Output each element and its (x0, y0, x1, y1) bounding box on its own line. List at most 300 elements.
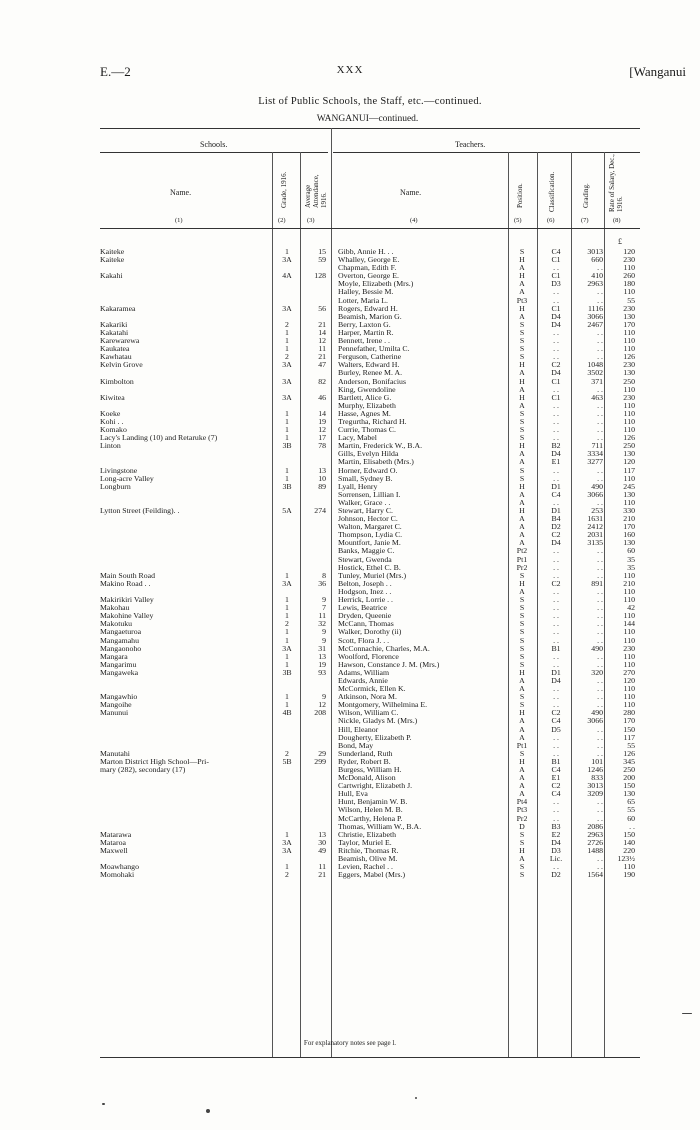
average-attendance: 14 (318, 408, 326, 418)
teacher-grading: 3135 (587, 538, 603, 548)
teacher-grading: . . (597, 408, 603, 418)
average-attendance: 89 (318, 481, 326, 491)
teacher-name: Horner, Edward O. (338, 465, 398, 475)
school-name: Kakatahi (100, 327, 129, 337)
school-grade: 3A (282, 837, 292, 847)
teacher-classification: . . (553, 684, 559, 694)
teacher-salary: 117 (623, 465, 635, 475)
teacher-classification: . . (553, 732, 559, 742)
teacher-name: Dougherty, Elizabeth P. (338, 732, 412, 742)
school-name: Lytton Street (Feilding). . (100, 506, 180, 515)
group-teachers: Teachers. (455, 140, 486, 149)
teacher-name: Walters, Edward H. (338, 360, 400, 370)
school-name: Kelvin Grove (100, 360, 143, 370)
teacher-classification: D4 (551, 675, 561, 685)
teacher-grading: . . (597, 862, 603, 872)
teacher-classification: D3 (551, 845, 561, 855)
school-name: Makirikiri Valley (100, 595, 154, 605)
school-name: Moawhango (100, 862, 139, 872)
school-grade: 2 (285, 748, 289, 758)
teacher-salary: 110 (623, 344, 635, 354)
teacher-salary: 140 (623, 837, 635, 847)
teacher-grading: . . (597, 327, 603, 337)
teacher-grading: . . (597, 813, 603, 823)
school-name: Mangaweka (100, 667, 139, 677)
average-attendance: 12 (318, 425, 326, 435)
position-header: Position. (516, 183, 524, 208)
teacher-position: S (519, 352, 525, 362)
school-grade: 2 (285, 352, 289, 362)
teacher-classification: D4 (551, 538, 561, 548)
teacher-position: A (519, 449, 525, 459)
teacher-name: Atkinson, Nora M. (338, 692, 397, 702)
teacher-salary: 110 (623, 570, 635, 580)
teacher-classification: B1 (551, 643, 561, 653)
teacher-position: D (519, 821, 525, 831)
teacher-salary: 170 (623, 716, 635, 726)
teacher-name: Mountfort, Janie M. (338, 538, 401, 548)
school-grade: 3A (282, 845, 292, 855)
average-attendance: 59 (318, 255, 326, 265)
col-number-8: (8) (613, 217, 621, 224)
teacher-position: H (519, 441, 525, 451)
teacher-name: Hunt, Benjamin W. B. (338, 797, 408, 807)
teacher-grading: 3502 (587, 368, 603, 378)
teacher-grading: 1048 (587, 360, 603, 370)
teacher-position: S (519, 327, 525, 337)
school-grade: 1 (285, 473, 289, 483)
teacher-position: H (519, 667, 525, 677)
teacher-salary: 144 (623, 619, 635, 629)
teacher-salary: 110 (623, 384, 635, 394)
teacher-salary: 55 (627, 740, 635, 750)
teacher-classification: C4 (551, 489, 561, 499)
teacher-position: A (519, 716, 525, 726)
col-number-4: (4) (410, 217, 418, 224)
school-grade: 4A (282, 271, 292, 281)
teacher-name: Harper, Martin R. (338, 327, 394, 337)
school-grade: 1 (285, 416, 289, 426)
school-name: Makohine Valley (100, 611, 154, 621)
teacher-position: Pr2 (516, 562, 528, 572)
teacher-position: S (519, 416, 525, 426)
school-name: Kaukatea (100, 344, 130, 354)
teacher-salary: 250 (623, 765, 635, 774)
teacher-salary: 110 (623, 684, 635, 694)
average-attendance: 82 (318, 376, 326, 386)
school-grade: 3A (282, 643, 292, 653)
average-attendance: 36 (318, 578, 326, 588)
teacher-grading: . . (597, 586, 603, 596)
school-grade: 1 (285, 603, 289, 613)
teacher-name: Gibb, Annie H. . . (338, 247, 394, 256)
average-attendance: 128 (314, 271, 326, 281)
school-name: Kawhatau (100, 352, 132, 362)
average-attendance: 21 (318, 352, 326, 362)
teacher-position: A (519, 497, 525, 507)
teacher-grading: 1116 (587, 303, 603, 313)
teacher-position: S (519, 425, 525, 435)
teacher-position: A (519, 400, 525, 410)
teacher-name: Belton, Joseph . . (338, 578, 392, 588)
teacher-position: Pt4 (516, 797, 528, 807)
school-name: Livingstone (100, 465, 138, 475)
teacher-position: A (519, 279, 525, 289)
teacher-name: Lewis, Beatrice (338, 603, 387, 613)
teacher-classification: . . (553, 416, 559, 426)
teacher-classification: D2 (551, 870, 561, 880)
teacher-salary: 130 (623, 368, 635, 378)
teacher-grading: . . (597, 384, 603, 394)
teacher-classification: . . (553, 408, 559, 418)
teacher-position: H (519, 578, 525, 588)
header-bottom-rule (100, 228, 640, 229)
teacher-name: Moyle, Elizabeth (Mrs.) (338, 279, 414, 289)
teacher-salary: 110 (623, 635, 635, 645)
teacher-salary: 245 (623, 481, 635, 491)
teacher-position: S (519, 870, 525, 880)
teacher-name: Chapman, Edith F. (338, 263, 397, 273)
teacher-salary: 60 (627, 813, 635, 823)
average-attendance: 78 (318, 441, 326, 451)
teacher-salary: 110 (623, 408, 635, 418)
teacher-salary: 230 (623, 255, 635, 265)
teacher-grading: . . (597, 748, 603, 758)
school-grade: 1 (285, 829, 289, 839)
teacher-salary: 110 (623, 327, 635, 337)
school-name: Kaiteke (100, 255, 125, 265)
teacher-name: Dryden, Queenie (338, 611, 392, 621)
school-grade: 3A (282, 376, 292, 386)
teacher-classification: C1 (551, 271, 561, 281)
teacher-classification: . . (553, 465, 559, 475)
teacher-name: Ryder, Robert B. (338, 756, 391, 766)
col-number-3: (3) (307, 217, 315, 224)
average-attendance: 46 (318, 392, 326, 402)
teacher-grading: . . (597, 684, 603, 694)
teacher-grading: . . (597, 263, 603, 273)
average-attendance: 13 (318, 465, 326, 475)
teacher-name: Tunley, Muriel (Mrs.) (338, 570, 407, 580)
teacher-salary: 126 (623, 433, 635, 443)
teacher-name: Overton, George E. (338, 271, 399, 281)
average-attendance: 12 (318, 336, 326, 346)
average-attendance: 17 (318, 433, 326, 443)
teacher-salary: 110 (623, 497, 635, 507)
teacher-salary: 60 (627, 546, 635, 556)
print-speck (206, 1109, 210, 1113)
teacher-name-header: Name. (400, 188, 422, 197)
teacher-grading: . . (597, 603, 603, 613)
salary-header: Rate of Salary, Dec., 1916. (608, 154, 624, 212)
teacher-classification: C1 (551, 392, 561, 402)
teacher-salary: 160 (623, 530, 635, 540)
teacher-classification: C4 (551, 789, 561, 799)
teacher-classification: C2 (551, 708, 561, 718)
teacher-salary: 110 (623, 862, 635, 872)
table-top-rule (100, 128, 640, 129)
average-attendance: 208 (314, 708, 326, 718)
school-grade: 5B (282, 756, 292, 766)
teacher-grading: . . (597, 400, 603, 410)
average-attendance: 32 (318, 619, 326, 629)
average-attendance: 11 (318, 862, 326, 872)
teacher-salary: 270 (623, 667, 635, 677)
teacher-salary: 190 (623, 870, 635, 880)
teacher-position: A (519, 522, 525, 532)
teacher-classification: . . (553, 554, 559, 564)
teacher-position: Pt1 (516, 740, 528, 750)
running-header (0, 64, 700, 80)
teacher-name: McCarthy, Helena P. (338, 813, 403, 823)
teacher-position: S (519, 336, 525, 346)
school-name: Maxwell (100, 845, 128, 855)
teacher-classification: . . (553, 635, 559, 645)
teacher-position: S (519, 603, 525, 613)
average-attendance: 11 (318, 344, 326, 354)
teacher-grading: . . (597, 797, 603, 807)
teacher-grading: 833 (591, 773, 603, 783)
teacher-classification: C4 (551, 247, 561, 256)
school-name: Lacy's Landing (10) and Retaruke (7) (100, 433, 218, 443)
school-grade: 1 (285, 611, 289, 621)
teacher-grading: 490 (591, 643, 603, 653)
teacher-name: Stewart, Gwenda (338, 554, 392, 564)
teacher-grading: . . (597, 465, 603, 475)
teacher-name: Bennett, Irene . . (338, 336, 390, 346)
group-schools: Schools. (200, 140, 228, 149)
teacher-position: H (519, 360, 525, 370)
teacher-name: Whalley, George E. (338, 255, 400, 265)
teacher-classification: . . (553, 336, 559, 346)
average-attendance: 56 (318, 303, 326, 313)
teacher-grading: 1488 (587, 845, 603, 855)
teacher-position: H (519, 506, 525, 515)
teacher-name: Hostick, Ethel C. B. (338, 562, 401, 572)
teacher-classification: . . (553, 619, 559, 629)
teacher-grading: . . (597, 675, 603, 685)
teacher-name: Rogers, Edward H. (338, 303, 398, 313)
teacher-grading: . . (597, 854, 603, 864)
teacher-position: A (519, 773, 525, 783)
school-name: Momohaki (100, 870, 135, 880)
teacher-classification: D4 (551, 319, 561, 329)
col-number-6: (6) (547, 217, 555, 224)
teacher-salary: 130 (623, 449, 635, 459)
teacher-name: Hill, Eleanor (338, 724, 379, 734)
teacher-position: A (519, 311, 525, 321)
school-grade: 1 (285, 336, 289, 346)
teacher-salary: 110 (623, 659, 635, 669)
average-attendance: 47 (318, 360, 326, 370)
teacher-classification: . . (553, 400, 559, 410)
teacher-classification: Lic. (549, 854, 563, 864)
teacher-salary: 117 (623, 732, 635, 742)
school-name: Kakaramea (100, 303, 136, 313)
teacher-salary: 110 (623, 416, 635, 426)
school-grade: 2 (285, 619, 289, 629)
school-grade: 3A (282, 360, 292, 370)
teacher-classification: E2 (551, 829, 561, 839)
teacher-classification: C1 (551, 303, 561, 313)
teacher-salary: 110 (623, 425, 635, 435)
teacher-position: H (519, 376, 525, 386)
teacher-position: H (519, 303, 525, 313)
teacher-name: Edwards, Annie (338, 675, 388, 685)
teacher-grading: 101 (591, 756, 603, 766)
teacher-position: S (519, 643, 525, 653)
teacher-name: Small, Sydney B. (338, 473, 393, 483)
teacher-grading: . . (597, 595, 603, 605)
teacher-position: A (519, 854, 525, 864)
teacher-grading: 3334 (587, 449, 603, 459)
teacher-name: Berry, Laxton G. (338, 319, 391, 329)
teacher-grading: 410 (591, 271, 603, 281)
teacher-name: Gills, Evelyn Hilda (338, 449, 399, 459)
teacher-classification: D4 (551, 449, 561, 459)
teacher-grading: . . (597, 805, 603, 815)
teacher-name: Hasse, Agnes M. (338, 408, 391, 418)
col-number-5: (5) (514, 217, 522, 224)
school-name: Mangawhio (100, 692, 138, 702)
school-name: Mataroa (100, 837, 126, 847)
average-attendance: 13 (318, 829, 326, 839)
teacher-classification: C4 (551, 716, 561, 726)
school-name: Mangoihe (100, 700, 132, 710)
teacher-classification: C2 (551, 578, 561, 588)
teacher-position: H (519, 392, 525, 402)
teacher-grading: 2031 (587, 530, 603, 540)
average-attendance: 19 (318, 416, 326, 426)
teacher-name: Beamish, Olive M. (338, 854, 398, 864)
teacher-salary: 260 (623, 271, 635, 281)
teacher-name: Thompson, Lydia C. (338, 530, 403, 540)
teacher-name: Johnson, Hector C. (338, 514, 398, 524)
teacher-name: King, Gwendoline (338, 384, 396, 394)
teacher-position: A (519, 724, 525, 734)
teacher-salary: 55 (627, 295, 635, 305)
teacher-grading: . . (597, 619, 603, 629)
teacher-name: Wilson, Helen M. B. (338, 805, 403, 815)
teacher-salary: 130 (623, 789, 635, 799)
teacher-salary: 110 (623, 651, 635, 661)
school-name: Kakahi (100, 271, 123, 281)
teacher-name: Walker, Grace . . (338, 497, 391, 507)
teacher-name: Burley, Renee M. A. (338, 368, 403, 378)
teacher-classification: B1 (551, 756, 561, 766)
teacher-grading: 490 (591, 708, 603, 718)
teacher-classification: C2 (551, 360, 561, 370)
average-attendance: 10 (318, 473, 326, 483)
teacher-grading: . . (597, 497, 603, 507)
teacher-name: Thomas, William W., B.A. (338, 821, 422, 831)
school-name: Kiwitea (100, 392, 125, 402)
teacher-grading: 660 (591, 255, 603, 265)
teacher-name: Walton, Margaret C. (338, 522, 402, 532)
teacher-position: S (519, 408, 525, 418)
teacher-name: Lotter, Maria L. (338, 295, 388, 305)
teacher-grading: . . (597, 651, 603, 661)
school-grade: 1 (285, 570, 289, 580)
teacher-salary: 55 (627, 805, 635, 815)
teacher-name: Montgomery, Wilhelmina E. (338, 700, 428, 710)
teacher-classification: C1 (551, 376, 561, 386)
teacher-classification: C2 (551, 530, 561, 540)
teacher-grading: 3013 (587, 247, 603, 256)
teacher-grading: . . (597, 611, 603, 621)
teacher-position: Pt2 (516, 546, 528, 556)
teacher-classification: . . (553, 497, 559, 507)
teacher-salary: 110 (623, 627, 635, 637)
teacher-classification: B3 (551, 821, 561, 831)
teacher-salary: 345 (623, 756, 635, 766)
school-grade: 3B (282, 481, 292, 491)
teacher-position: H (519, 756, 525, 766)
teacher-classification: D2 (551, 522, 561, 532)
school-grade: 4B (282, 708, 292, 718)
print-speck (415, 1097, 417, 1099)
teacher-name: Adams, William (338, 667, 390, 677)
school-name: Long-acre Valley (100, 473, 154, 483)
average-attendance: 29 (318, 748, 326, 758)
teacher-position: S (519, 829, 525, 839)
teacher-salary: 110 (623, 692, 635, 702)
average-attendance: 9 (322, 627, 326, 637)
teacher-salary: 130 (623, 538, 635, 548)
school-name: Mangarimu (100, 659, 137, 669)
teacher-salary: 110 (623, 336, 635, 346)
teacher-salary: 35 (627, 562, 635, 572)
teacher-position: H (519, 708, 525, 718)
teacher-salary: 120 (623, 675, 635, 685)
average-attendance: 21 (318, 319, 326, 329)
teacher-position: A (519, 732, 525, 742)
school-name: Karewarewa (100, 336, 140, 346)
school-grade: 3A (282, 255, 292, 265)
school-name: Mangamahu (100, 635, 139, 645)
teacher-salary: 110 (623, 263, 635, 273)
school-grade: 1 (285, 627, 289, 637)
school-name: Komako (100, 425, 127, 435)
average-attendance: 15 (318, 247, 326, 256)
teacher-position: S (519, 473, 525, 483)
teacher-position: A (519, 684, 525, 694)
teacher-position: Pr2 (516, 813, 528, 823)
table-body (100, 248, 640, 879)
footnote: For explanatory notes see page l. (303, 1039, 397, 1047)
teacher-grading: . . (597, 692, 603, 702)
table-bottom-rule (100, 1057, 640, 1058)
schools-group-rule (100, 152, 328, 153)
school-grade: 1 (285, 247, 289, 256)
average-attendance: 11 (318, 611, 326, 621)
teacher-name: Lacy, Mabel (338, 433, 377, 443)
teacher-salary: 35 (627, 554, 635, 564)
average-attendance: 8 (322, 570, 326, 580)
teacher-name: Ritchie, Thomas R. (338, 845, 399, 855)
school-grade: 5A (282, 506, 292, 515)
teacher-salary: 210 (623, 578, 635, 588)
teacher-salary: 230 (623, 392, 635, 402)
average-attendance: 21 (318, 870, 326, 880)
teacher-name: Anderson, Bonifacius (338, 376, 406, 386)
teacher-position: A (519, 781, 525, 791)
school-name: Mangara (100, 651, 128, 661)
teacher-salary: 110 (623, 586, 635, 596)
teacher-name: Stewart, Harry C. (338, 506, 393, 515)
teacher-name: Levien, Rachel . . (338, 862, 393, 872)
teacher-classification: D1 (551, 481, 561, 491)
